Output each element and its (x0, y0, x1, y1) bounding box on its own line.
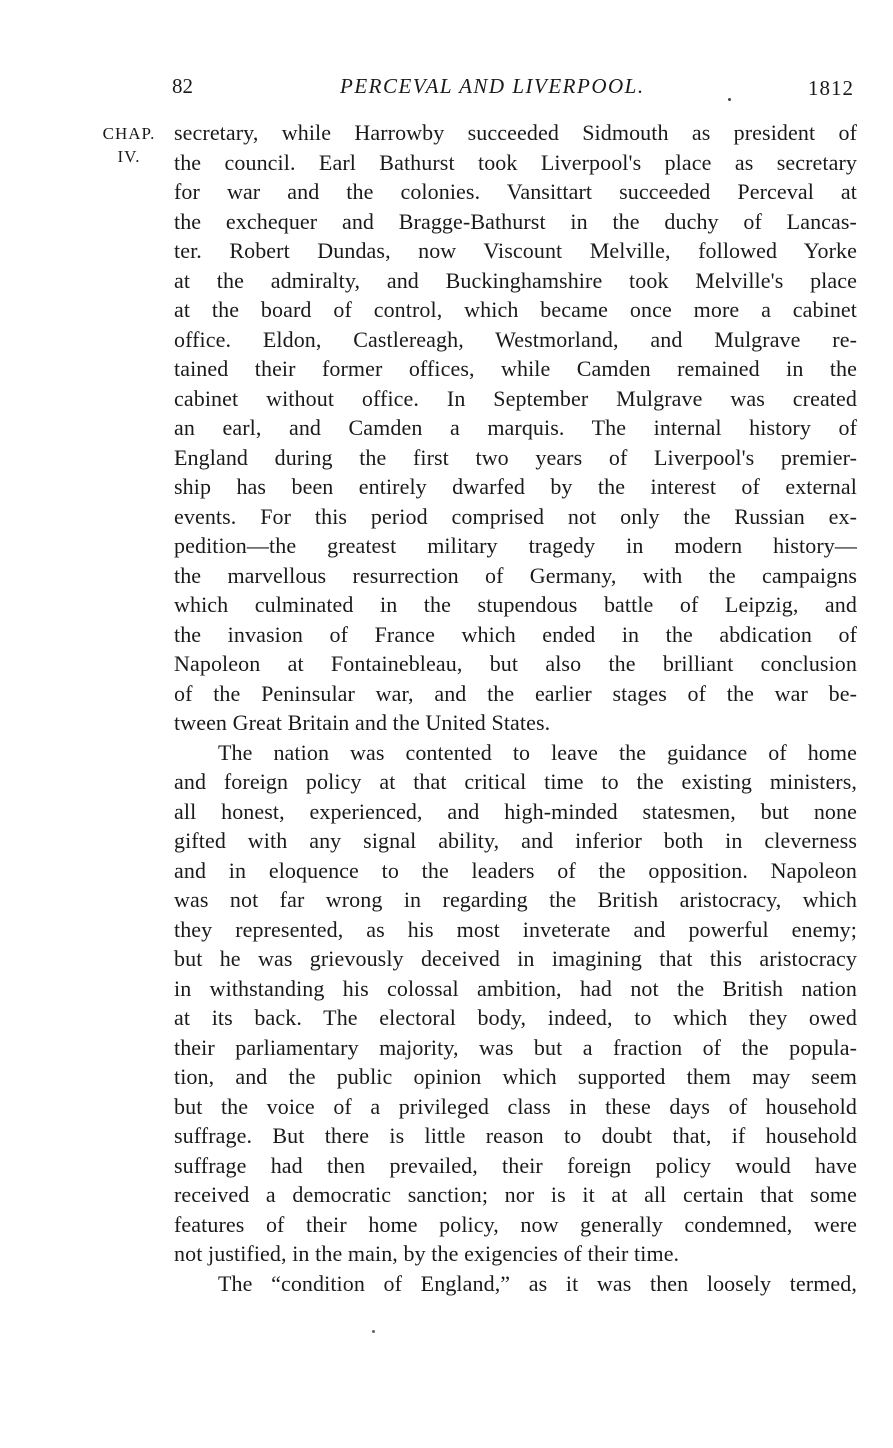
text-line: features of their home policy, now generally condemned, were (174, 1211, 857, 1237)
text-line: ship has been entirely dwarfed by the interest of external (174, 474, 857, 499)
text-line: and in eloquence to the leaders of the opposition. Napoleon (174, 857, 857, 883)
text-line: The nation was contented to leave the guidance of home (218, 739, 857, 765)
page-number: 82 (172, 74, 193, 98)
text-line: they represented, as his most inveterate and powerful enemy; (174, 916, 857, 942)
text-line: at the board of control, which became once more a cabinet (174, 297, 857, 322)
text-line: cabinet without office. In September Mulgrave was created (174, 385, 857, 411)
text-line: but he was grievously deceived in imagining that this aristocracy (174, 946, 857, 971)
text-line: and foreign policy at that critical time to the existing ministers, (174, 769, 857, 794)
text-line: Napoleon at Fontainebleau, but also the brilliant conclusion (174, 651, 857, 676)
margin-note-number: IV. (117, 147, 141, 166)
text-line: at its back. The electoral body, indeed, to which they owed (174, 1005, 857, 1030)
text-line: gifted with any signal ability, and inferior both in cleverness (174, 828, 857, 853)
text-line: received a democratic sanction; nor is it at all certain that some (174, 1182, 857, 1207)
text-line: at the admiralty, and Buckinghamshire took Melville's place (174, 267, 857, 293)
text-line: the marvellous resurrection of Germany, with the campaigns (174, 562, 857, 588)
text-line: England during the first two years of Liverpool's premier- (174, 444, 857, 470)
text-line: the invasion of France which ended in the abdication of (174, 621, 857, 647)
text-line: the council. Earl Bathurst took Liverpool's place as secretary (174, 149, 857, 175)
printing-speck (728, 98, 731, 101)
text-line: The “condition of England,” as it was then loosely termed, (218, 1270, 857, 1296)
year-label: 1812 (808, 76, 854, 100)
text-line: secretary, while Harrowby succeeded Sidmouth as president of (174, 120, 857, 145)
text-line: but the voice of a privileged class in these days of household (174, 1093, 857, 1119)
running-head (0, 70, 893, 104)
printing-speck (372, 1330, 375, 1333)
text-line: their parliamentary majority, was but a fraction of the popula- (174, 1034, 857, 1060)
text-line: all honest, experienced, and high-minded statesmen, but none (174, 798, 857, 824)
text-line: of the Peninsular war, and the earlier stages of the war be- (174, 680, 857, 706)
text-line: in withstanding his colossal ambition, had not the British nation (174, 975, 857, 1001)
text-line: was not far wrong in regarding the British aristocracy, which (174, 887, 857, 912)
text-line: office. Eldon, Castlereagh, Westmorland, and Mulgrave re- (174, 326, 857, 352)
text-line: tion, and the public opinion which supported them may seem (174, 1064, 857, 1089)
text-line: the exchequer and Bragge-Bathurst in the duchy of Lancas- (174, 208, 857, 234)
running-title: PERCEVAL AND LIVERPOOL. (340, 74, 645, 98)
text-line: tained their former offices, while Camden remained in the (174, 356, 857, 381)
text-line: pedition—the greatest military tragedy in modern history— (174, 533, 857, 558)
paragraph (174, 118, 857, 738)
text-line: suffrage had then prevailed, their foreign policy would have (174, 1152, 857, 1178)
text-line: ter. Robert Dundas, now Viscount Melville, followed Yorke (174, 238, 857, 263)
paragraph (174, 738, 857, 1269)
text-line: not justified, in the main, by the exigencies of their time. (174, 1241, 680, 1266)
text-line: events. For this period comprised not only the Russian ex- (174, 503, 857, 529)
margin-note-chap: CHAP. (102, 124, 156, 143)
text-line: an earl, and Camden a marquis. The internal history of (174, 415, 857, 440)
chapter-margin-note (90, 122, 168, 168)
paragraph (174, 1269, 857, 1299)
text-line: which culminated in the stupendous battle of Leipzig, and (174, 592, 857, 617)
text-line: for war and the colonies. Vansittart succeeded Perceval at (174, 179, 857, 204)
body-text (174, 118, 857, 1298)
text-line: tween Great Britain and the United States. (174, 710, 551, 735)
text-line: suffrage. But there is little reason to doubt that, if household (174, 1123, 857, 1148)
